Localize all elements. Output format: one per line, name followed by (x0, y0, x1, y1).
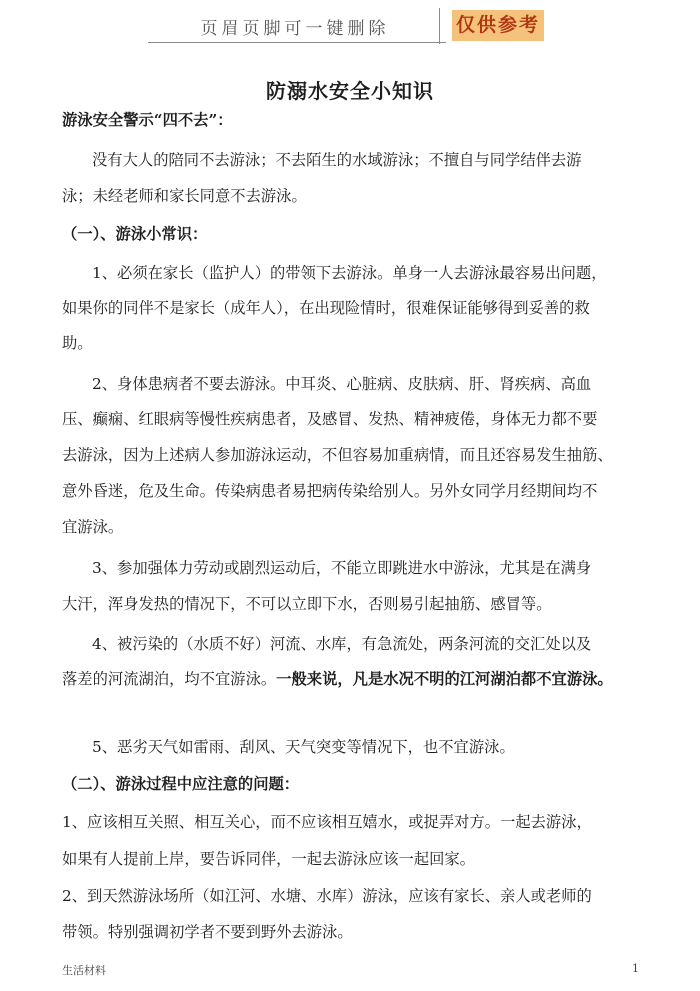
item1-line: 如果你的同伴不是家长（成年人），在出现险情时，很难保证能够得到妥善的救 (62, 299, 590, 317)
warning-line: 没有大人的陪同不去游泳；不去陌生的水域游泳；不擅自与同学结伴去游 (92, 151, 582, 169)
item2-line: 压、癫痫、红眼病等慢性疾病患者，及感冒、发热、精神疲倦，身体无力都不要 (62, 410, 598, 428)
item5-line: 5、恶劣天气如雷雨、刮风、天气突变等情况下，也不宜游泳。 (92, 738, 515, 756)
s2-item1-line: 1、应该相互关照、相互关心，而不应该相互嬉水，或捉弄对方。一起去游泳， (62, 813, 592, 831)
page-number: 1 (632, 962, 639, 975)
reference-badge: 仅供参考 (452, 10, 544, 41)
item2-line: 去游泳，因为上述病人参加游泳运动，不但容易加重病情，而且还容易发生抽筋、 (62, 446, 613, 464)
section2-heading: （二）、游泳过程中应注意的问题： (62, 775, 300, 793)
item4-line-text: 落差的河流湖泊，均不宜游泳。 (62, 670, 277, 688)
item3-line: 3、参加强体力劳动或剧烈运动后，不能立即跳进水中游泳，尤其是在满身 (92, 559, 592, 577)
item1-line: 1、必须在家长（监护人）的带领下去游泳。单身一人去游泳最容易出问题， (92, 264, 607, 282)
item4-line (62, 661, 613, 697)
item3-line: 大汗，浑身发热的情况下，不可以立即下水，否则易引起抽筋、感冒等。 (62, 595, 552, 613)
item4-line: 4、被污染的（水质不好）河流、水库，有急流处，两条河流的交汇处以及 (92, 635, 592, 653)
s2-item2-line: 2、到天然游泳场所（如江河、水塘、水库）游泳，应该有家长、亲人或老师的 (62, 887, 592, 905)
section1-heading: （一）、游泳小常识： (62, 225, 208, 243)
item2-line: 宜游泳。 (62, 518, 124, 536)
warning-heading: 游泳安全警示“四不去”： (62, 111, 233, 129)
s2-item1-line: 如果有人提前上岸，要告诉同伴，一起去游泳应该一起回家。 (62, 850, 476, 868)
item2-line: 意外昏迷，危及生命。传染病患者易把病传染给别人。另外女同学月经期间均不 (62, 482, 598, 500)
document-title: 防溺水安全小知识 (266, 79, 434, 103)
footer-label: 生活材料 (62, 964, 106, 977)
item2-line: 2、身体患病者不要去游泳。中耳炎、心脏病、皮肤病、肝、肾疾病、高血 (92, 375, 592, 393)
item4-bold-text: 一般来说，凡是水况不明的江河湖泊都不宜游泳。 (276, 670, 613, 688)
header-text: 页眉页脚可一键删除 (200, 19, 390, 39)
page-header (0, 0, 700, 45)
header-divider (148, 42, 446, 43)
warning-line: 泳；未经老师和家长同意不去游泳。 (62, 187, 307, 205)
header-vertical-divider (439, 8, 440, 44)
s2-item2-line: 带领。特别强调初学者不要到野外去游泳。 (62, 923, 353, 941)
item1-line: 助。 (62, 334, 93, 352)
